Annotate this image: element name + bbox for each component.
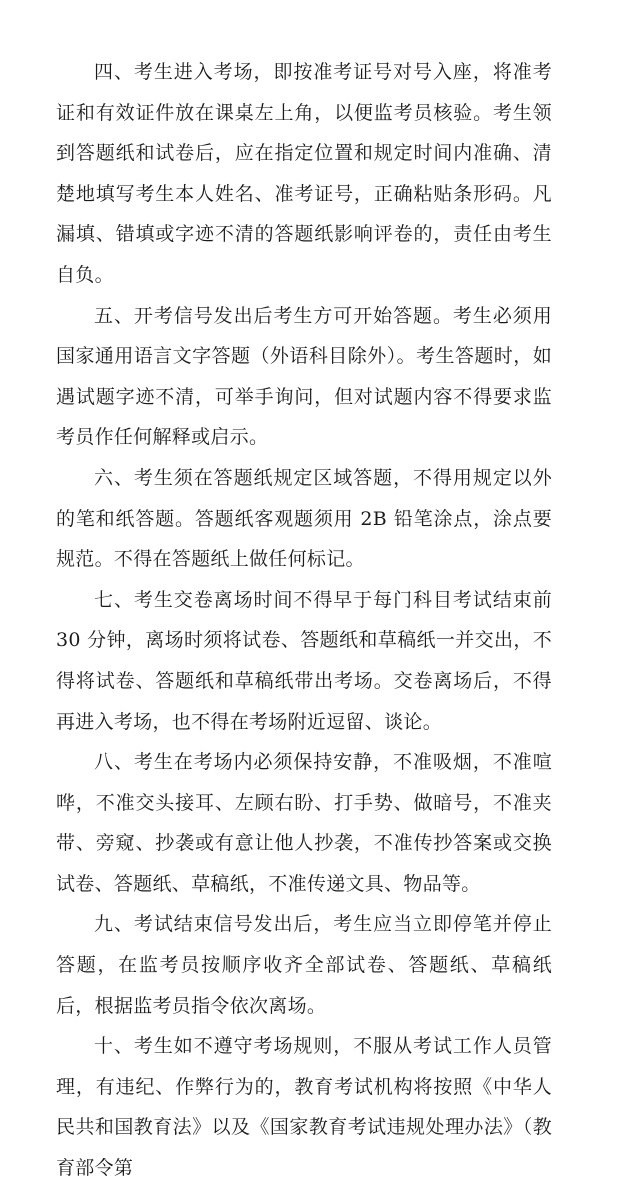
rule-paragraph-10: 十、考生如不遵守考场规则，不服从考试工作人员管理，有违纪、作弊行为的，教育考试机构将按照《中华人民共和国教育法》以及《国家教育考试违规处理办法》（教育部令第 (56, 1035, 552, 1180)
rule-paragraph-7: 七、考生交卷离场时间不得早于每门科目考试结束前 30 分钟，离场时须将试卷、答题纸和草稿纸一并交出，不得将试卷、答题纸和草稿纸带出考场。交卷离场后，不得再进入考场，也不得在考场附近逗留、谈论。 (56, 588, 552, 733)
rule-paragraph-4: 四、考生进入考场，即按准考证号对号入座，将准考证和有效证件放在课桌左上角，以便监考员核验。考生领到答题纸和试卷后，应在指定位置和规定时间内准确、清楚地填写考生本人姓名、准考证号，正确粘贴条形码。凡漏填、错填或字迹不清的答题纸影响评卷的，责任由考生自负。 (56, 61, 552, 286)
rule-paragraph-6: 六、考生须在答题纸规定区域答题，不得用规定以外的笔和纸答题。答题纸客观题须用 2B 铅笔涂点，涂点要规范。不得在答题纸上做任何标记。 (56, 466, 552, 571)
document-page (56, 52, 552, 1189)
rule-paragraph-9: 九、考试结束信号发出后，考生应当立即停笔并停止答题，在监考员按顺序收齐全部试卷、答题纸、草稿纸后，根据监考员指令依次离场。 (56, 913, 552, 1017)
rule-paragraph-8: 八、考生在考场内必须保持安静，不准吸烟，不准喧哗，不准交头接耳、左顾右盼、打手势、做暗号，不准夹带、旁窥、抄袭或有意让他人抄袭，不准传抄答案或交换试卷、答题纸、草稿纸，不准传递文具、物品等。 (56, 751, 552, 895)
rule-paragraph-5: 五、开考信号发出后考生方可开始答题。考生必须用国家通用语言文字答题（外语科目除外）。考生答题时，如遇试题字迹不清，可举手询问，但对试题内容不得要求监考员作任何解释或启示。 (56, 304, 552, 449)
